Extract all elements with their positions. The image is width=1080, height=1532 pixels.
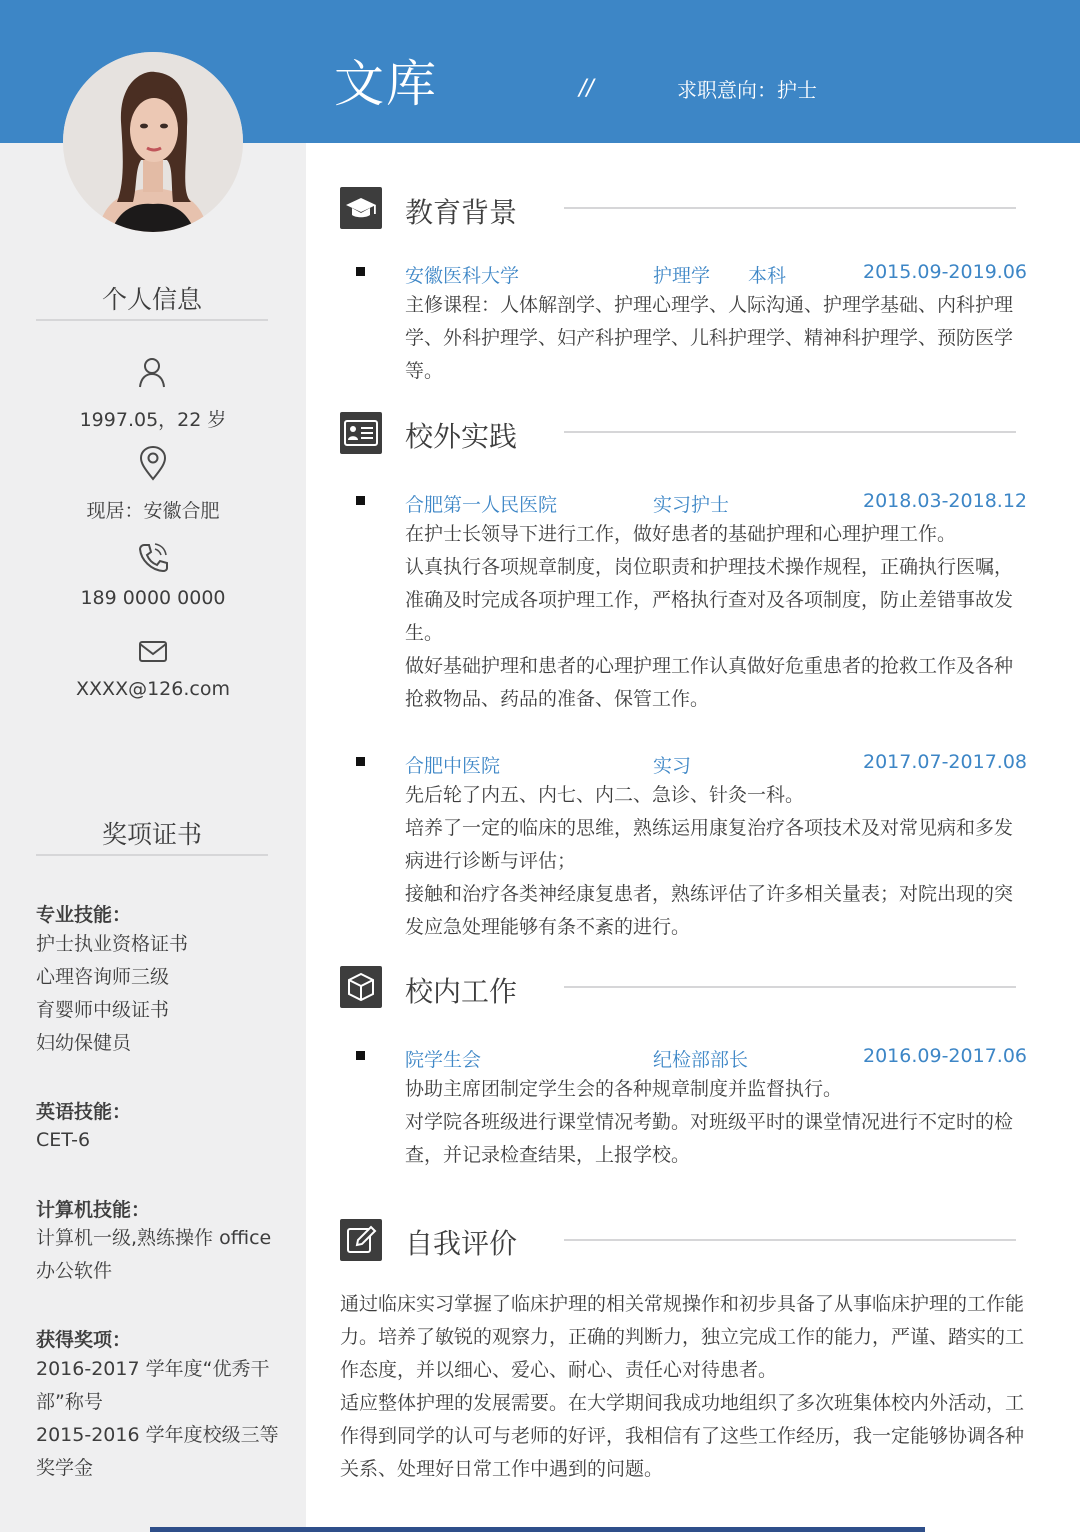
section-divider [564, 1239, 1016, 1241]
section-divider [564, 986, 1016, 988]
skill-item: CET-6 [36, 1129, 91, 1151]
campus-date: 2016.09-2017.06 [863, 1045, 1027, 1067]
bullet [356, 267, 365, 276]
bullet [356, 1051, 365, 1060]
practice-details [405, 779, 1029, 944]
graduation-cap-icon [340, 187, 382, 229]
practice-date: 2018.03-2018.12 [863, 490, 1027, 512]
section-divider [564, 207, 1016, 209]
practice-paragraph: 接触和治疗各类神经康复患者，熟练评估了许多相关量表；对院出现的突发应急处理能够有条不紊的进行。 [405, 883, 1014, 938]
skill-heading-professional: 专业技能： [36, 904, 132, 926]
personal-info-title: 个人信息 [101, 285, 202, 314]
practice-paragraph: 培养了一定的临床的思维，熟练运用康复治疗各项技术及对常见病和多发病进行诊断与评估； [405, 817, 1014, 872]
skill-item: 计算机一级,熟练操作 office [36, 1227, 272, 1249]
email-address: XXXX@126.com [76, 678, 230, 700]
portrait-image [63, 52, 243, 232]
skill-heading-english: 英语技能： [36, 1101, 132, 1123]
practice-paragraph: 在护士长领导下进行工作，做好患者的基础护理和心理护理工作。 [405, 523, 957, 545]
phone-icon [135, 540, 171, 576]
practice-paragraph: 做好基础护理和患者的心理护理工作认真做好危重患者的抢救工作及各种抢救物品、药品的准备、保管工作。 [405, 655, 1014, 710]
practice-org: 合肥第一人民医院 [405, 494, 558, 516]
current-location: 现居：安徽合肥 [86, 500, 220, 522]
section-title-campus: 校内工作 [405, 975, 518, 1008]
campus-org: 院学生会 [405, 1049, 482, 1071]
edu-courses [405, 289, 1029, 388]
self-paragraph: 适应整体护理的发展需要。在大学期间我成功地组织了多次班集体校内外活动，工作得到同学的认可与老师的好评，我相信有了这些工作经历，我一定能够协调各种关系、处理好日常工作中遇到的问题。 [340, 1392, 1025, 1480]
edu-degree: 本科 [748, 265, 787, 287]
campus-paragraph: 协助主席团制定学生会的各种规章制度并监督执行。 [405, 1078, 843, 1100]
location-pin-icon [135, 446, 171, 482]
skill-item: 心理咨询师三级 [36, 966, 170, 988]
skill-item: 部”称号 [36, 1391, 103, 1413]
skill-heading-computer: 计算机技能： [36, 1199, 151, 1221]
skill-item: 妇幼保健员 [36, 1032, 132, 1054]
practice-date: 2017.07-2017.08 [863, 751, 1027, 773]
skill-item: 奖学金 [36, 1457, 94, 1479]
cube-icon [340, 966, 382, 1008]
self-paragraph: 通过临床实习掌握了临床护理的相关常规操作和初步具备了从事临床护理的工作能力。培养了敏锐的观察力，正确的判断力，独立完成工作的能力，严谨、踏实的工作态度，并以细心、爱心、耐心、责任心对待患者。 [340, 1293, 1025, 1381]
self-evaluation [340, 1288, 1032, 1486]
person-icon [135, 354, 171, 390]
practice-paragraph: 认真执行各项规章制度，岗位职责和护理技术操作规程，正确执行医嘱，准确及时完成各项护理工作，严格执行查对及各项制度，防止差错事故发生。 [405, 556, 1014, 644]
skill-item: 办公软件 [36, 1260, 113, 1282]
edit-icon [340, 1219, 382, 1261]
skill-heading-awards: 获得奖项： [36, 1329, 132, 1351]
edu-courses-text: 主修课程：人体解剖学、护理心理学、人际沟通、护理学基础、内科护理学、外科护理学、妇产科护理学、儿科护理学、精神科护理学、预防医学等。 [405, 294, 1014, 382]
personal-info-divider [36, 319, 268, 321]
edu-major: 护理学 [653, 265, 711, 287]
section-title-education: 教育背景 [405, 196, 518, 229]
bottom-accent-line [150, 1527, 925, 1532]
id-card-icon [340, 412, 382, 454]
skill-item: 护士执业资格证书 [36, 933, 189, 955]
practice-role: 实习护士 [653, 494, 730, 516]
section-divider [564, 431, 1016, 433]
skill-item: 2015-2016 学年度校级三等 [36, 1424, 279, 1446]
practice-paragraph: 先后轮了内五、内七、内二、急诊、针灸一科。 [405, 784, 805, 806]
awards-divider [36, 854, 268, 856]
bullet [356, 496, 365, 505]
envelope-icon [135, 634, 171, 670]
section-title-self: 自我评价 [405, 1227, 518, 1260]
phone-number: 189 0000 0000 [80, 587, 226, 609]
brand-title: 文库 [334, 55, 438, 113]
campus-paragraph: 对学院各班级进行课堂情况考勤。对班级平时的课堂情况进行不定时的检查，并记录检查结果，上报学校。 [405, 1111, 1014, 1166]
campus-role: 纪检部部长 [653, 1049, 749, 1071]
skill-item: 育婴师中级证书 [36, 999, 170, 1021]
job-intent: 求职意向：护士 [677, 78, 817, 102]
practice-org: 合肥中医院 [405, 755, 501, 777]
awards-title: 奖项证书 [101, 820, 202, 849]
birth-age: 1997.05，22 岁 [79, 409, 227, 431]
profile-photo [63, 52, 243, 232]
practice-role: 实习 [653, 755, 692, 777]
section-title-practice: 校外实践 [405, 420, 518, 453]
header-separator: // [579, 76, 594, 101]
practice-details [405, 518, 1029, 716]
skill-item: 2016-2017 学年度“优秀干 [36, 1358, 270, 1380]
edu-school: 安徽医科大学 [405, 265, 520, 287]
campus-details [405, 1073, 1029, 1172]
edu-date: 2015.09-2019.06 [863, 261, 1027, 283]
bullet [356, 757, 365, 766]
